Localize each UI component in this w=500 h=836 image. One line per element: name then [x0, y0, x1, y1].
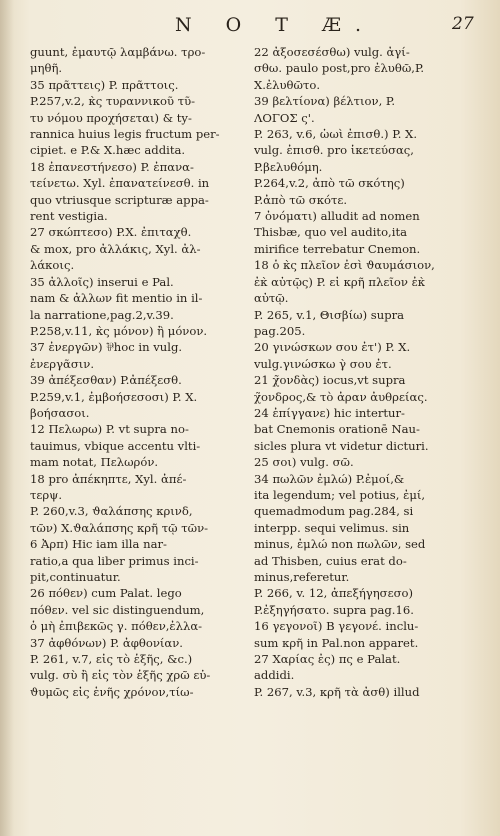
text-line: 37 ἀφθόνων) P. ἀφθονίαν.: [30, 635, 183, 650]
text-line: τείνετω. Xyl. ἐπανατείνεσθ. in: [30, 176, 210, 191]
text-line: 16 γεγονοῖ) Β γεγονέ. inclu-: [254, 619, 419, 634]
text-line: πόθεν. vel sic distinguendum,: [30, 602, 205, 617]
text-line: 7 ὀνόματι) alludit ad nomen: [254, 209, 420, 224]
text-line: quo vtriusque scripturæ appa-: [30, 192, 209, 207]
text-line: 22 ἀξοσεσέσθω) vulg. ἀγί-: [254, 45, 410, 59]
text-line: nam & ἀλλων fit mentio in il-: [30, 291, 203, 306]
text-line: rent vestigia.: [30, 209, 108, 224]
text-line: ita legendum; vel potius, ἐμί,: [254, 487, 426, 502]
text-line: βοήσασοι.: [30, 405, 90, 420]
text-line: αὐτῷ.: [254, 291, 289, 306]
text-line: ad Thisben, cuius erat do-: [254, 553, 407, 568]
text-line: 37 ἐνεργῶν) ⅌hoc in vulg.: [30, 340, 183, 355]
text-line: P.ἀπὸ τῶ σκότε.: [254, 192, 348, 207]
text-line: quemadmodum pag.284, si: [254, 504, 414, 519]
text-line: P. 266, v. 12, ἀπεξήγησεσο): [254, 586, 413, 601]
text-line: la narratione,pag.2,v.39.: [30, 307, 174, 322]
text-line: 35 πρᾶττεις) P. πρᾶττοις.: [30, 77, 179, 92]
text-line: 6 Ἀρπ) Hic iam illa nar-: [30, 537, 167, 552]
text-line: sicles plura vt videtur dicturi.: [254, 438, 429, 453]
text-line: 12 Πελωρω) P. vt supra no-: [30, 422, 189, 437]
text-line: tauimus, vbique accentu vlti-: [30, 438, 201, 453]
text-line: P. 265, v.1, Θισβίω) supra: [254, 307, 405, 322]
page-number: 27: [452, 14, 474, 34]
text-line: P.259,v.1, ἐμβοήσεσοσι) P. X.: [30, 389, 198, 404]
text-line: λάκοις.: [30, 258, 75, 273]
text-line: sum κρῆ in Pal.non apparet.: [254, 635, 419, 650]
text-line: P.βελυθόμη.: [254, 159, 323, 174]
text-line: 27 Χαρίας ἐς) πς e Palat.: [254, 652, 401, 667]
text-line: X.ἐλυθῶτο.: [254, 77, 321, 92]
text-line: rannica huius legis fructum per-: [30, 127, 220, 142]
text-line: pag.205.: [254, 323, 306, 338]
text-line: P. 267, v.3, κρῆ τὰ ἀσθ) illud: [254, 684, 420, 699]
text-line: Thisbæ, quo vel audito,ita: [254, 225, 408, 240]
left-column: [30, 44, 248, 700]
text-line: pit,continuatur.: [30, 570, 121, 584]
text-line: χ̃ονδρος,& τὸ ἀραν ἀυθρείας.: [254, 389, 428, 404]
text-line: cipiet. e P.& X.hæc addita.: [30, 143, 186, 158]
text-line: minus,referetur.: [254, 570, 350, 584]
text-line: ὁ μὴ ἐπιβεκῶς γ. πόθεν,ἐλλα-: [30, 619, 203, 634]
text-line: 39 βελτίονα) βέλτιον, P.: [254, 94, 396, 109]
text-line: 39 ἀπέξεσθαν) P.ἀπέξεσθ.: [30, 373, 182, 388]
gutter-shadow: [0, 0, 14, 836]
text-line: 25 σοι) vulg. σῶ.: [254, 455, 354, 470]
text-line: 34 πωλῶν ἐμλώ) P.ἐμοί,&: [254, 471, 405, 486]
text-line: 24 ἐπίγγανε) hic intertur-: [254, 405, 405, 420]
text-line: addidi.: [254, 668, 295, 683]
running-head: N O T Æ.: [174, 14, 376, 36]
text-line: interpp. sequi velimus. sin: [254, 520, 410, 535]
text-line: vulg. ἐπισθ. pro ἱκετεύσας,: [254, 143, 414, 158]
text-line: mam notat, Πελωρόν.: [30, 455, 159, 470]
text-line: 18 pro ἀπέκηπτε, Xyl. ἀπέ-: [30, 471, 187, 486]
text-line: P.ἐξηγήσατο. supra pag.16.: [254, 602, 414, 617]
text-line: mirifice terrebatur Cnemon.: [254, 241, 421, 256]
text-line: ἐκ̀ αὐτῷς) P. εἰ κρῆ πλεῖον ἐκ̀: [254, 274, 426, 289]
text-line: σθω. paulo post,pro ἐλυθῶ,P.: [254, 61, 425, 76]
text-line: P. 263, v.6, ὡωὶ ἐπισθ.) P. X.: [254, 127, 417, 142]
text-line: P.258,v.11, κ̀ς μόνον) ἢ μόνον.: [30, 323, 208, 338]
text-line: guunt, ἐμαυτῷ λαμβάνω. τρο-: [30, 45, 206, 59]
text-line: τῶν) X.ϑαλάπσης κρῆ τῷ τῶν-: [30, 520, 209, 535]
text-line: P.257,v.2, κ̀ς τυραννικοῦ τῦ-: [30, 94, 196, 109]
text-line: bat Cnemonis orationē Nau-: [254, 422, 420, 437]
text-line: & mox, pro ἀλλάκις, Xyl. ἀλ-: [30, 241, 201, 256]
text-line: μηθῆ.: [30, 61, 63, 76]
text-line: ἐνεργᾶσιν.: [30, 356, 95, 371]
text-line: P. 261, v.7, εἰς τὸ ἑξῆς, &c.): [30, 652, 193, 667]
text-line: vulg.γινώσκω γ̀ σου ἐτ.: [254, 356, 392, 371]
text-line: 21 χ̃ονδὰς) iocus,vt supra: [254, 373, 406, 388]
text-line: P. 260,v.3, ϑαλάπσης κρινδ,: [30, 504, 193, 519]
text-line: 27 σκώπτεσο) P.X. ἐπιταχθ.: [30, 225, 192, 240]
text-line: ΛΟΓΟΣ ς'.: [254, 110, 315, 125]
text-line: ϑυμῶς εἰς ἑνῆς χρόνον,τίω-: [30, 684, 194, 699]
text-line: τερψ.: [30, 487, 63, 502]
right-column: [254, 44, 468, 700]
text-line: minus, ἐμλώ non πωλῶν, sed: [254, 537, 426, 552]
text-line: P.264,v.2, ἀπὸ τῶ σκότης): [254, 176, 405, 191]
text-line: τυ νόμου προχήσεται) & ty-: [30, 110, 192, 125]
text-line: 18 ὁ κ̀ς πλεῖον ἐσὶ ϑαυμάσιον,: [254, 258, 435, 273]
text-line: 18 ἐπανεστήνεσο) P. ἐπανα-: [30, 159, 194, 174]
text-line: 20 γινώσκων σου ἐτ') P. X.: [254, 340, 411, 355]
text-line: vulg. σὺ ἢ εἰς τὸν ἑξῆς χρῶ εὐ-: [30, 668, 211, 683]
text-line: 26 πόθεν) cum Palat. lego: [30, 586, 182, 601]
text-line: 35 ἀλλοῖς) inserui e Pal.: [30, 274, 174, 289]
text-line: ratio,a qua liber primus inci-: [30, 553, 199, 568]
